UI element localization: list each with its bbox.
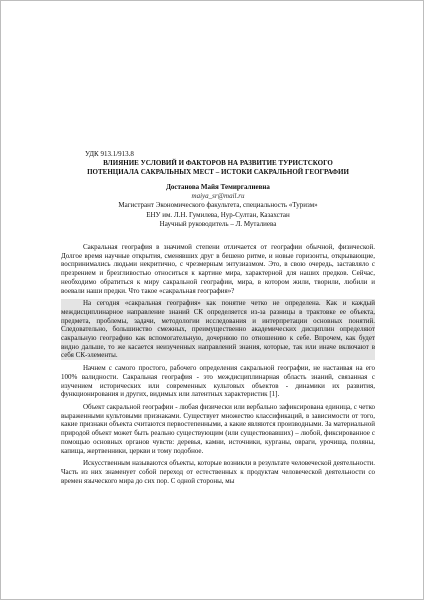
author-name: Достанова Майя Темиргалиевна xyxy=(166,183,270,192)
affiliation-line-1: Магистрант Экономического факультета, специальность «Туризм» xyxy=(118,201,318,210)
affiliation-line-2: ЕНУ им. Л.Н. Гумилева, Нур-Султан, Казахстан xyxy=(146,210,290,219)
article-body xyxy=(61,243,375,485)
paragraph-5: Искусственным называются объекты, которые возникли в результате человеческой деятельности. Часть из них знаменует собой переход от естественных к продуктам человеческой деятельности со времен языческого мира до сих пор. С одной стороны, мы xyxy=(61,459,375,485)
affiliation-line-3: Научный руководитель – Л. Муталиева xyxy=(159,219,277,228)
paragraph-3: Начнем с самого простого, рабочего определения сакральной географии, не настаивая на его 100% валидности. Сакральная география - это междисциплинарная область знаний, связанная с изучением исторических или современных культовых объектов - динамики их развития, функционирования и других, видимых или латентных характеристик [1]. xyxy=(61,364,375,399)
paragraph-4: Объект сакральной географии - любая физически или вербально зафиксирована единица, с четко выраженными культовыми признаками. Существует множество классификаций, в зависимости от того, какие признаки объекта считаются первостепенными, а какие являются производными. За материальной природой объект может быть реально существующим (или существовавших) – любой, фиксированное с помощью основных органов чувств: деревья, камни, источники, курганы, овраги, урочища, поляны, капища, жертвенники, церкви и тому подобное. xyxy=(61,402,375,455)
udk-code: УДК 913.1/913.8 xyxy=(85,150,134,158)
paragraph-2: На сегодня «сакральная география» как понятие четко не определена. Как и каждый междисциплинарное направление знаний СК определяется из-за разницы в трактовке ее объекта, предмета, проблемы, задачи, методологии исследования и интерпретации основных понятий. Следовательно, большинство смежных, преимущественно академических дисциплин определяют сакральную географию как вспомогательную, дочернюю по отношению к себе. Впрочем, как будет видно дальше, то же касается неизученных направлений знания, которые, так или иначе включают в себя СК-элементы. xyxy=(61,299,375,360)
article-title xyxy=(61,159,375,176)
author-email: maiya_sr@mail.ru xyxy=(191,192,245,201)
document-page xyxy=(61,150,375,489)
title-line-2: ПОТЕНЦИАЛА САКРАЛЬНЫХ МЕСТ – ИСТОКИ САКРАЛЬНОЙ ГЕОГРАФИИ xyxy=(87,167,349,176)
title-line-1: ВЛИЯНИЕ УСЛОВИЙ И ФАКТОРОВ НА РАЗВИТИЕ ТУРИСТСКОГО xyxy=(103,159,333,168)
affiliation-block xyxy=(61,201,375,229)
paragraph-1: Сакральная география в значимой степени отличается от географии обычной, физической. Долгое время научные открытия, сменявших друг в бешено ритме, и новые горизонты, открывающие, воспринимались людьми некритично, с чрезмерным энтузиазмом. Это, в свою очередь, заставляло с презрением и брезгливостью относиться к картине мира, характерной для наших предков. Сейчас, необходимо обратиться к миру сакральной географии, мира, в котором жили, творили, любили и воевали наши предки. Что такое «сакральная география»? xyxy=(61,243,375,295)
